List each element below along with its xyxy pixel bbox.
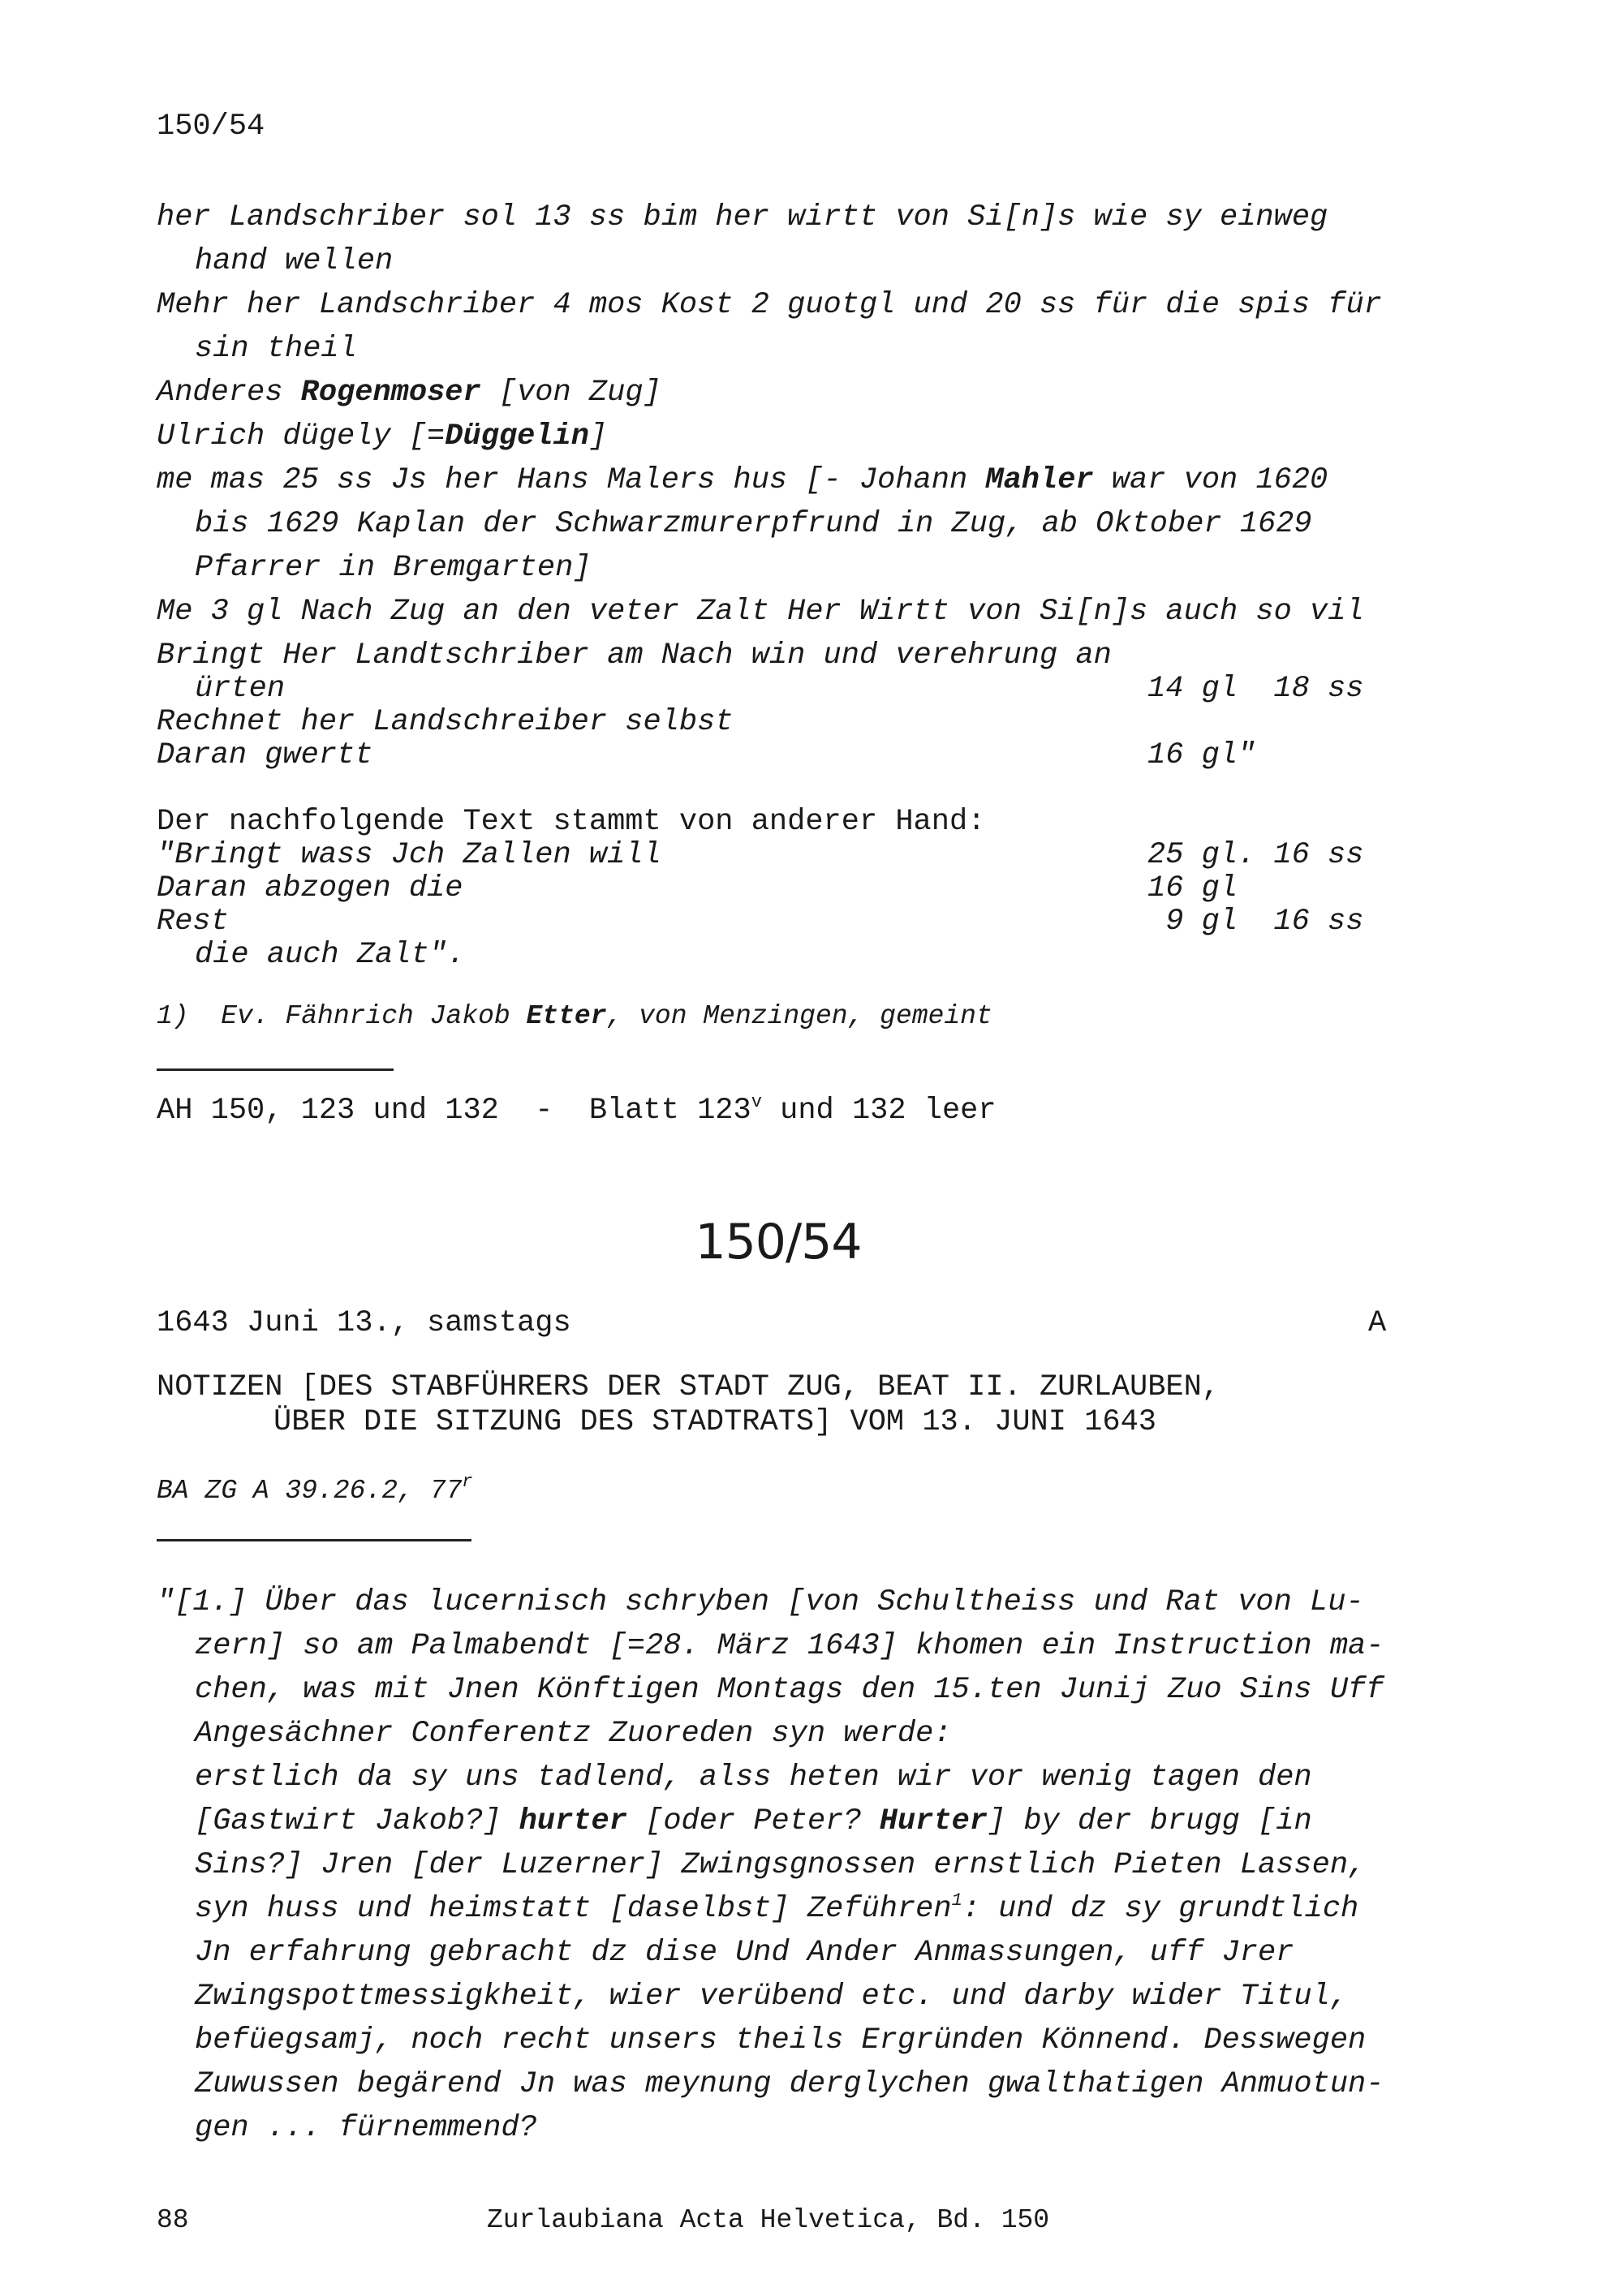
text-line: bis 1629 Kaplan der Schwarzmurerpfrund in Zug, ab Oktober 1629 <box>195 507 1312 541</box>
editorial-note: Der nachfolgende Text stammt von anderer Hand: <box>157 805 986 839</box>
entry-title-cont: ÜBER DIE SITZUNG DES STADTRATS] VOM 13. JUNI 1643 <box>273 1405 1156 1439</box>
body-line: syn huss und heimstatt [daselbst] Zeführen$^1$: und dz sy grundtlich <box>195 1890 1359 1926</box>
body-line: befüegsamj, noch recht unsers theils Ergründen Könnend. Desswegen <box>195 2023 1367 2057</box>
body-line: chen, was mit Jnen Könftigen Montags den 15.ten Junij Zuo Sins Uff <box>195 1673 1384 1707</box>
body-line: Jn erfahrung gebracht dz dise Und Ander Anmassungen, uff Jrer <box>195 1936 1294 1970</box>
source-reference: AH 150, 123 und 132 - Blatt 123$^v$ und 132 leer <box>157 1092 997 1128</box>
text-line: hand wellen <box>195 244 394 278</box>
account-amount: 16 gl" <box>1147 738 1256 772</box>
page-number: 88 <box>157 2205 189 2235</box>
body-line: Angesächner Conferentz Zuoreden syn werde: <box>195 1717 952 1751</box>
page-ref-header: 150/54 <box>157 110 265 144</box>
account-text: Daran abzogen die <box>157 871 463 905</box>
text-line: Ulrich dügely [=Düggelin] <box>157 419 608 454</box>
body-line: gen ... fürnemmend? <box>195 2111 537 2145</box>
account-amount: 25 gl. 16 ss <box>1147 838 1364 872</box>
text-line: Bringt Her Landtschriber am Nach win und verehrung an <box>157 638 1112 673</box>
archive-reference: BA ZG A 39.26.2, 77$^r$ <box>157 1472 473 1506</box>
account-text: Rechnet her Landschreiber selbst <box>157 705 734 739</box>
account-text: ürten <box>195 672 286 706</box>
account-text: "Bringt wass Jch Zallen will <box>157 838 661 872</box>
body-line: zern] so am Palmabendt [=28. März 1643] khomen ein Instruction ma- <box>195 1629 1384 1663</box>
publication-title: Zurlaubiana Acta Helvetica, Bd. 150 <box>487 2205 1050 2235</box>
text-line: Anderes Rogenmoser [von Zug] <box>157 376 661 410</box>
footnote-marker: 1 <box>951 1890 962 1911</box>
text-line: Mehr her Landschriber 4 mos Kost 2 guotgl und 20 ss für die spis für <box>157 288 1382 322</box>
body-line: [Gastwirt Jakob?] hurter [oder Peter? Hurter] by der brugg [in <box>195 1804 1312 1838</box>
person-name: Düggelin <box>445 419 589 454</box>
person-name: hurter <box>519 1804 627 1838</box>
entry-date: 1643 Juni 13., samstags <box>157 1306 571 1340</box>
person-name: Rogenmoser <box>300 376 481 410</box>
body-line: erstlich da sy uns tadlend, alss heten wir vor wenig tagen den <box>195 1761 1312 1795</box>
entry-number: 150/54 <box>695 1214 862 1271</box>
body-line: Sins?] Jren [der Luzerner] Zwingsgnossen ernstlich Pieten Lassen, <box>195 1848 1367 1882</box>
body-line: Zwingspottmessigkheit, wier verübend etc. und darby wider Titul, <box>195 1980 1349 2014</box>
person-name: Mahler <box>985 463 1094 497</box>
account-text: Rest <box>157 905 229 939</box>
divider <box>157 1068 394 1071</box>
entry-letter: A <box>1368 1306 1387 1340</box>
body-line: Zuwussen begärend Jn was meynung derglychen gwalthatigen Anmuotun- <box>195 2067 1384 2101</box>
body-line: "[1.] Über das lucernisch schryben [von Schultheiss und Rat von Lu- <box>157 1585 1364 1619</box>
text-line: sin theil <box>195 332 357 366</box>
account-text: die auch Zalt". <box>195 938 466 972</box>
person-name: Hurter <box>879 1804 988 1838</box>
account-amount: 14 gl 18 ss <box>1147 672 1364 706</box>
person-name: Etter <box>526 1001 607 1031</box>
text-line: Me 3 gl Nach Zug an den veter Zalt Her Wirtt von Si[n]s auch so vil <box>157 595 1364 629</box>
footnote: 1) Ev. Fähnrich Jakob Etter, von Menzingen, gemeint <box>157 1001 992 1031</box>
entry-title: NOTIZEN [DES STABFÜHRERS DER STADT ZUG, BEAT II. ZURLAUBEN, <box>157 1370 1220 1404</box>
account-text: Daran gwertt <box>157 738 373 772</box>
text-line: her Landschriber sol 13 ss bim her wirtt von Si[n]s wie sy einweg <box>157 200 1328 234</box>
account-amount: 16 gl <box>1147 871 1238 905</box>
account-amount: 9 gl 16 ss <box>1147 905 1364 939</box>
text-line: me mas 25 ss Js her Hans Malers hus [- Johann Mahler war von 1620 <box>157 463 1328 497</box>
divider <box>157 1539 471 1541</box>
text-line: Pfarrer in Bremgarten] <box>195 551 592 585</box>
